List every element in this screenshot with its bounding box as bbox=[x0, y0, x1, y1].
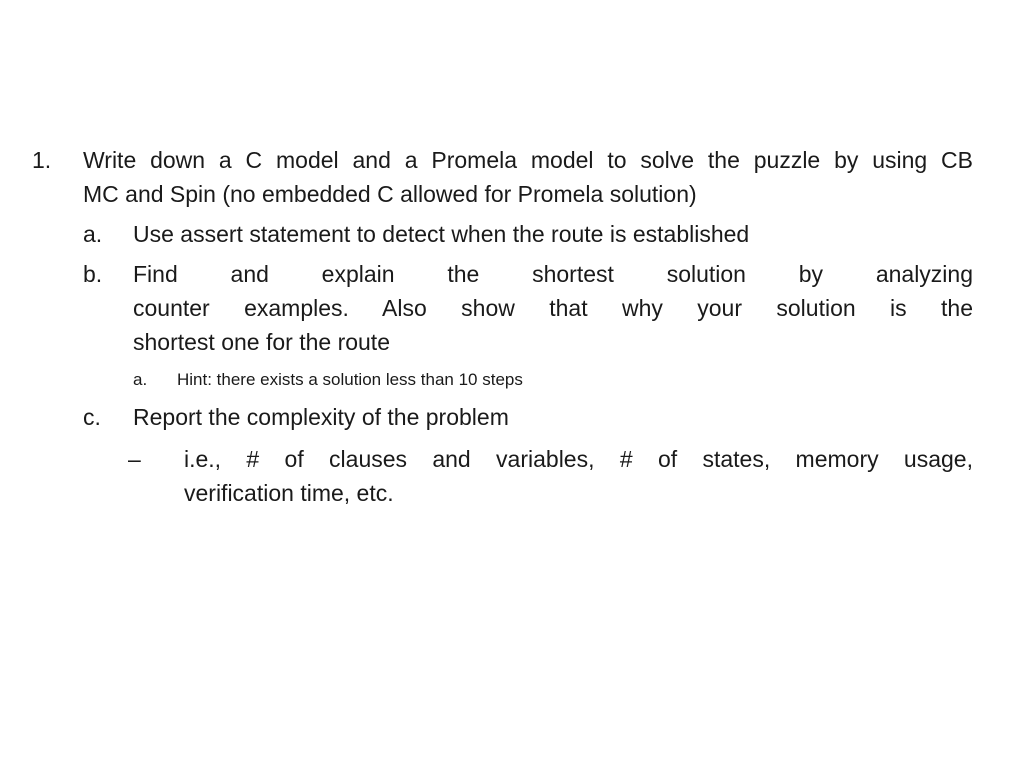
text-line: MC and Spin (no embedded C allowed for Promela solution) bbox=[83, 181, 697, 207]
text-line: verification time, etc. bbox=[184, 480, 394, 506]
list-item-1a bbox=[0, 217, 1024, 251]
list-item-1c bbox=[0, 400, 1024, 434]
list-marker: a. bbox=[133, 370, 148, 389]
list-marker: b. bbox=[83, 261, 103, 287]
text-line: Hint: there exists a solution less than 10 steps bbox=[177, 370, 523, 389]
list-marker: a. bbox=[83, 221, 103, 247]
list-item-text bbox=[83, 143, 973, 211]
text-line: Use assert statement to detect when the route is established bbox=[133, 221, 750, 247]
text-line: Report the complexity of the problem bbox=[133, 404, 509, 430]
text-line: i.e., # of clauses and variables, # of states, memory usage, bbox=[184, 446, 973, 472]
text-line: counter examples. Also show that why your solution is the bbox=[133, 295, 973, 321]
list-item-1 bbox=[0, 143, 1024, 213]
list-item-details bbox=[0, 442, 1024, 512]
text-line: Find and explain the shortest solution by analyzing bbox=[133, 261, 973, 287]
list-item-hint bbox=[0, 368, 1024, 392]
list-item-text bbox=[184, 442, 973, 510]
text-line: Write down a C model and a Promela model to solve the puzzle by using CB bbox=[83, 147, 973, 173]
text-line: shortest one for the route bbox=[133, 329, 390, 355]
list-item-text bbox=[177, 368, 973, 392]
list-item-text bbox=[133, 257, 973, 359]
list-item-text bbox=[133, 400, 973, 434]
list-item-1b bbox=[0, 257, 1024, 361]
list-marker: – bbox=[128, 446, 141, 472]
list-marker: 1. bbox=[32, 147, 52, 173]
list-item-text bbox=[133, 217, 973, 251]
list-marker: c. bbox=[83, 404, 101, 430]
